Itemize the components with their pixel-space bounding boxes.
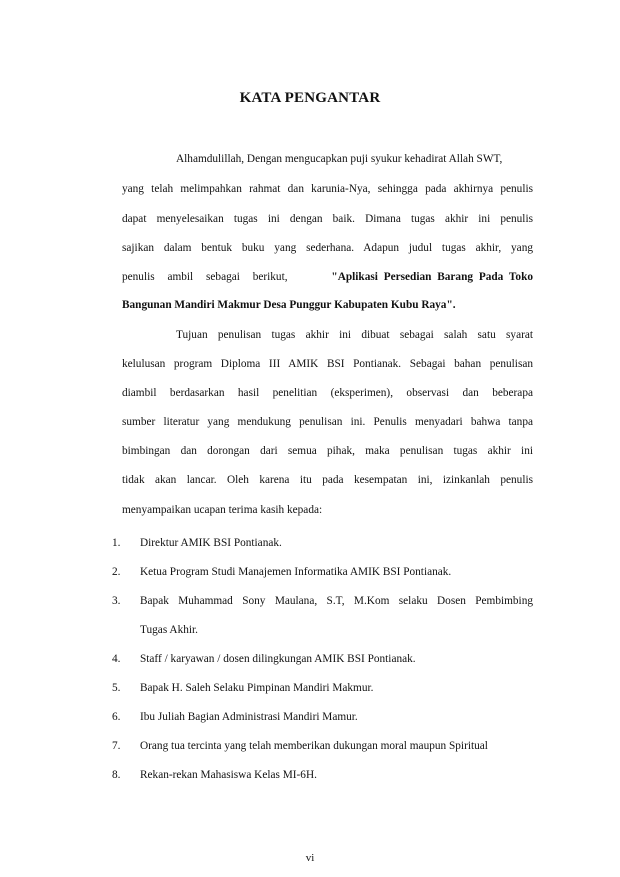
thesis-title-start: "Aplikasi Persedian Barang Pada Toko <box>331 271 533 283</box>
list-number: 4. <box>112 653 121 665</box>
list-number: 3. <box>112 595 121 607</box>
paragraph-line: bimbingan dan dorongan dari semua pihak, maka penulisan tugas akhir ini <box>122 445 533 457</box>
paragraph-line: tidak akan lancar. Oleh karena itu pada kesempatan ini, izinkanlah penulis <box>122 474 533 486</box>
list-number: 5. <box>112 682 121 694</box>
list-text: Staff / karyawan / dosen dilingkungan AMIK BSI Pontianak. <box>140 653 416 665</box>
list-text: Bapak Muhammad Sony Maulana, S.T, M.Kom selaku Dosen Pembimbing <box>140 595 533 607</box>
paragraph-line: yang telah melimpahkan rahmat dan karunia-Nya, sehingga pada akhirnya penulis <box>122 183 533 195</box>
paragraph-line: Tujuan penulisan tugas akhir ini dibuat sebagai salah satu syarat <box>176 329 533 341</box>
list-number: 1. <box>112 537 121 549</box>
page-title: KATA PENGANTAR <box>239 90 381 106</box>
list-text: Rekan-rekan Mahasiswa Kelas MI-6H. <box>140 769 317 781</box>
paragraph-line: sajikan dalam bentuk buku yang sederhana. Adapun judul tugas akhir, yang <box>122 242 533 254</box>
list-text: Ibu Juliah Bagian Administrasi Mandiri Mamur. <box>140 711 358 723</box>
paragraph-line <box>122 270 533 284</box>
paragraph-line: Alhamdulillah, Dengan mengucapkan puji syukur kehadirat Allah SWT, <box>176 153 503 165</box>
paragraph-line: sumber literatur yang mendukung penulisan ini. Penulis menyadari bahwa tanpa <box>122 416 533 428</box>
list-text: Bapak H. Saleh Selaku Pimpinan Mandiri Makmur. <box>140 682 374 694</box>
list-number: 2. <box>112 566 121 578</box>
page-number: vi <box>305 852 315 864</box>
paragraph-line: menyampaikan ucapan terima kasih kepada: <box>122 504 323 516</box>
paragraph-line: dapat menyelesaikan tugas ini dengan baik. Dimana tugas akhir ini penulis <box>122 213 533 225</box>
paragraph-line: diambil berdasarkan hasil penelitian (eksperimen), observasi dan beberapa <box>122 387 533 399</box>
paragraph-line: kelulusan program Diploma III AMIK BSI Pontianak. Sebagai bahan penulisan <box>122 358 533 370</box>
list-number: 8. <box>112 769 121 781</box>
list-text: Orang tua tercinta yang telah memberikan dukungan moral maupun Spiritual <box>140 740 488 752</box>
thesis-title-end: Bangunan Mandiri Makmur Desa Punggur Kabupaten Kubu Raya". <box>122 299 456 311</box>
list-text: Ketua Program Studi Manajemen Informatika AMIK BSI Pontianak. <box>140 566 452 578</box>
paragraph-text: penulis ambil sebagai berikut, <box>122 271 288 283</box>
list-number: 7. <box>112 740 121 752</box>
list-text: Direktur AMIK BSI Pontianak. <box>140 537 282 549</box>
list-text-continued: Tugas Akhir. <box>140 624 198 636</box>
list-number: 6. <box>112 711 121 723</box>
